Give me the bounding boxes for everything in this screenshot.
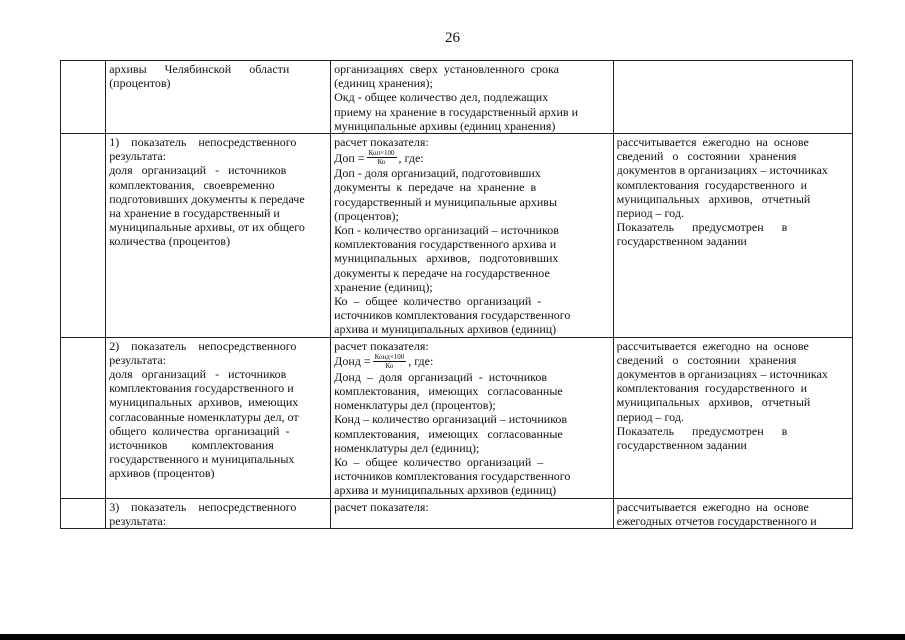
text-line: Показатель предусмотрен в (616, 423, 788, 438)
text-line: муниципальных архивов, подготовивших (334, 251, 559, 266)
text-line: государственный и муниципальные архивы (334, 194, 558, 209)
formula (334, 353, 609, 370)
text-line: Доп - доля организаций, подготовивших (334, 166, 541, 181)
text-line: количества (процентов) (109, 234, 231, 249)
text-line: документов в организациях – источниках (616, 163, 828, 178)
text-line: номенклатуры дел (единиц); (334, 440, 480, 455)
formula-tail: , где: (398, 150, 424, 165)
text-line: 1) показатель непосредственного (109, 135, 297, 150)
calculation-heading: расчет показателя: (334, 499, 429, 514)
formula-lhs: Донд = (334, 354, 371, 369)
text-line: организациях сверх установленного срока (334, 62, 559, 76)
text-line: Коп - количество организаций – источников (334, 223, 559, 238)
text-line: архивов (процентов) (109, 466, 215, 481)
text-line: Показатель предусмотрен в (616, 220, 788, 235)
text-line: (единиц хранения); (334, 76, 433, 91)
indicator-name-cell (106, 498, 331, 528)
text-line: период – год. (616, 206, 684, 221)
table-row (61, 337, 853, 498)
text-line: Ко – общее количество организаций – (334, 455, 544, 470)
number-cell (61, 337, 106, 498)
text-line: документов в организациях – источниках (616, 367, 828, 382)
text-line: архива и муниципальных архивов (единиц) (334, 322, 557, 337)
formula-fraction (367, 149, 397, 166)
formula-denominator: Ко (377, 158, 386, 167)
text-line: государственном задании (616, 234, 747, 249)
text-line: архива и муниципальных архивов (единиц) (334, 483, 557, 498)
calculation-heading: расчет показателя: (334, 135, 429, 150)
text-line: рассчитывается ежегодно на основе (616, 135, 809, 150)
formula-fraction (373, 353, 407, 370)
text-line: документы к передаче на государственное (334, 265, 550, 280)
text-line: комплектования, имеющих согласованные (334, 384, 563, 399)
text-line: на хранение в государственный и (109, 206, 280, 221)
calculation-cell (331, 61, 613, 134)
text-line: муниципальные архивы, от их общего (109, 220, 305, 235)
calculation-heading: расчет показателя: (334, 338, 429, 353)
formula-lhs: Доп = (334, 150, 365, 165)
text-line: номенклатуры дел (процентов); (334, 398, 496, 413)
text-line: источников комплектования государственного (334, 308, 571, 323)
indicator-name-cell (106, 61, 331, 134)
text-line: сведений о состоянии хранения (616, 149, 797, 164)
text-line: доля организаций - источников (109, 367, 287, 382)
scan-edge-bar (0, 634, 905, 640)
calculation-cell (331, 498, 613, 528)
text-line: приему на хранение в государственный архив и (334, 104, 578, 119)
text-line: муниципальных архивов, имеющих (109, 395, 299, 410)
table-row (61, 498, 853, 528)
text-line: архивы Челябинской области (109, 62, 290, 76)
text-line: Ко – общее количество организаций - (334, 294, 542, 309)
text-line: документы к передаче на хранение в (334, 180, 537, 195)
text-line: результата: (109, 513, 167, 528)
formula-numerator: Коп×100 (368, 149, 395, 158)
text-line: комплектования государственного и (616, 381, 808, 396)
calculation-basis-cell (613, 337, 852, 498)
text-line: (процентов) (109, 76, 171, 91)
text-line: комплектования, своевременно (109, 177, 275, 192)
indicator-name-cell (106, 337, 331, 498)
text-line: доля организаций - источников (109, 163, 287, 178)
indicator-name-cell (106, 134, 331, 338)
text-line: общего количества организаций - (109, 423, 290, 438)
text-line: Конд – количество организаций – источников (334, 412, 568, 427)
number-cell (61, 61, 106, 134)
text-line: рассчитывается ежегодно на основе (616, 338, 809, 353)
text-line: Окд - общее количество дел, подлежащих (334, 90, 549, 105)
text-line: комплектования, имеющих согласованные (334, 426, 563, 441)
text-line: муниципальных архивов, отчетный (616, 191, 811, 206)
calculation-basis-cell (613, 498, 852, 528)
text-line: (процентов); (334, 208, 399, 223)
text-line: муниципальные архивы (единиц хранения) (334, 118, 556, 133)
page-number: 26 (445, 30, 460, 46)
calculation-basis-cell (613, 134, 852, 338)
text-line: 2) показатель непосредственного (109, 338, 297, 353)
text-line: Донд – доля организаций - источников (334, 369, 548, 384)
formula-denominator: Ко (385, 361, 394, 370)
text-line: государственном задании (616, 438, 747, 453)
text-line: ежегодных отчетов государственного и (616, 513, 817, 528)
formula (334, 149, 609, 166)
calculation-cell (331, 337, 613, 498)
text-line: комплектования государственного архива и (334, 237, 557, 252)
text-line: хранение (единиц); (334, 279, 433, 294)
number-cell (61, 134, 106, 338)
text-line: муниципальных архивов, отчетный (616, 395, 811, 410)
table-row (61, 61, 853, 134)
text-line: комплектования государственного и (616, 177, 808, 192)
text-line: сведений о состоянии хранения (616, 352, 797, 367)
text-line: результата: (109, 352, 167, 367)
text-line: государственного и муниципальных (109, 452, 295, 467)
formula-numerator: Конд×100 (374, 352, 405, 361)
indicator-table (60, 60, 853, 529)
text-line: источников комплектования государственного (334, 469, 571, 484)
table-row (61, 134, 853, 338)
text-line: источников комплектования (109, 438, 274, 453)
text-line: рассчитывается ежегодно на основе (616, 499, 809, 514)
calculation-basis-cell (613, 61, 852, 134)
text-line: 3) показатель непосредственного (109, 499, 297, 514)
text-line: результата: (109, 149, 167, 164)
number-cell (61, 498, 106, 528)
text-line: комплектования государственного и (109, 381, 294, 396)
text-line: подготовивших документы к передаче (109, 191, 305, 206)
text-line: согласованные номенклатуры дел, от (109, 409, 299, 424)
text-line: период – год. (616, 409, 684, 424)
formula-tail: , где: (408, 354, 434, 369)
calculation-cell (331, 134, 613, 338)
